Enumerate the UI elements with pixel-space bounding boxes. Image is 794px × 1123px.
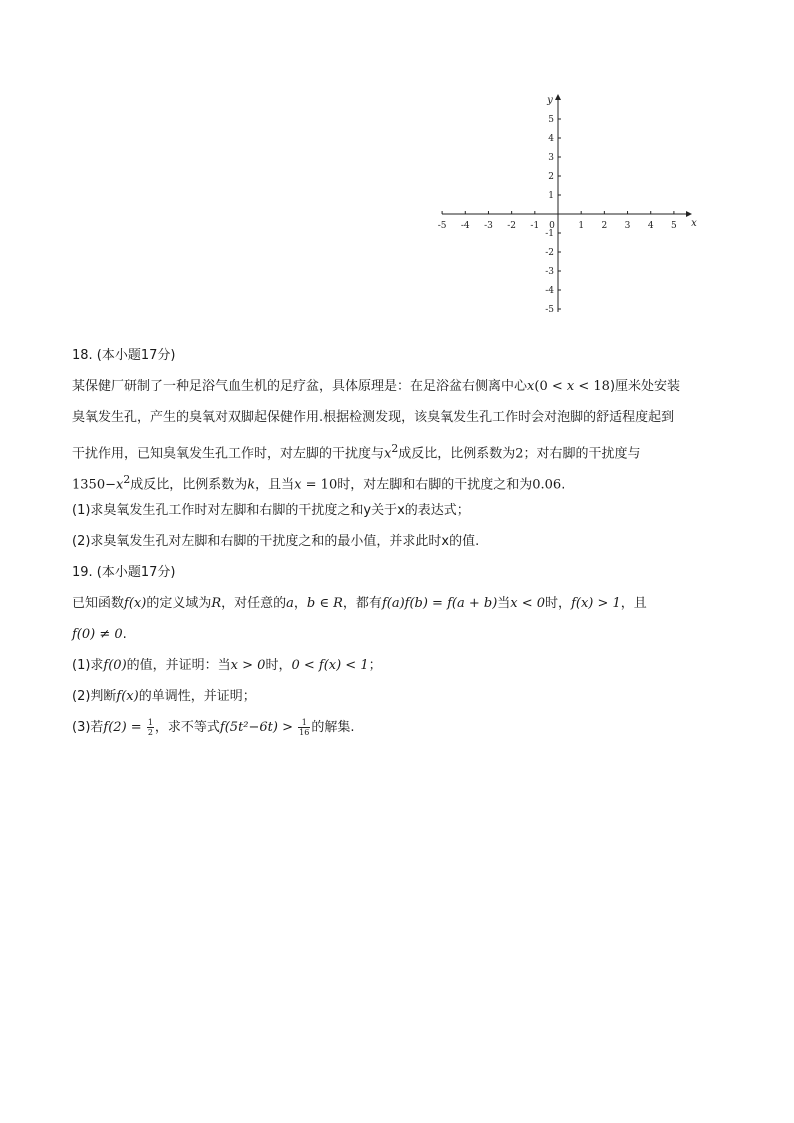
y-axis-label: y (547, 95, 553, 106)
q19-var-b-in-R: b ∈ R (306, 596, 343, 611)
x-tick-label: 5 (671, 221, 677, 231)
q19-f0-nonzero: f(0) ≠ 0 (72, 627, 123, 642)
coordinate-plane (436, 92, 700, 318)
q18-lt-1: < (547, 379, 567, 394)
q18-value-10: 10 (320, 477, 338, 493)
q18-equals: = (301, 477, 321, 493)
q19-fraction-one-sixteenth (298, 718, 310, 737)
fraction-denominator: 16 (299, 728, 310, 737)
x-axis-label: x (691, 218, 697, 229)
x-axis-arrow (686, 211, 692, 217)
y-tick-label: 1 (548, 191, 554, 201)
x-tick-label: 4 (647, 221, 654, 231)
origin-label: 0 (549, 221, 555, 231)
q18-line-4-x2: x (294, 477, 302, 493)
q19-sub-1-text-c: 时， (265, 658, 292, 673)
q18-line-4-text-a: 成反比，比例系数为 (130, 477, 248, 493)
q19-sub-3-text-b: ，求不等式 (154, 720, 220, 735)
q19-sub-1-cond: x > 0 (230, 658, 266, 673)
x-tick-label: 2 (601, 221, 608, 231)
q18-line-1-text: 某保健厂研制了一种足浴气血生机的足疗盆，具体原理是：在足浴盆右侧离中心 (72, 379, 528, 394)
q19-line-1 (72, 588, 732, 619)
q19-line-2-end: . (122, 627, 127, 642)
q19-sub-1-text-b: 的值，并证明：当 (126, 658, 231, 673)
q18-line-3 (72, 433, 732, 464)
y-tick-label: -3 (545, 267, 554, 277)
q19-line-1-text-h: ，且 (620, 596, 647, 611)
q19-sub-1-f0: f(0) (103, 658, 127, 673)
y-tick-label: 3 (548, 153, 554, 163)
q18-lower-bound: 0 (539, 379, 548, 394)
q19-sub-3-f2: f(2) = (103, 720, 146, 735)
q19-line-2 (72, 619, 732, 650)
q18-line-3-exp: 2 (391, 442, 399, 455)
q19-line-1-text-f: 当 (497, 596, 511, 611)
q19-fx: f(x) (124, 596, 147, 611)
q19-domain-R: R (211, 596, 222, 611)
y-tick-label: 5 (548, 115, 554, 125)
y-axis-arrow (555, 94, 561, 100)
fraction-numerator: 1 (147, 718, 153, 727)
x-tick-label: 1 (578, 221, 585, 231)
q19-sub-1-ineq: 0 < f(x) < 1 (291, 658, 369, 673)
q18-coeff-k: k (247, 477, 256, 493)
q19-inequality-gt1: f(x) > 1 (571, 596, 621, 611)
q18-line-4-text-c: 时，对左脚和右脚的干扰度之和为 (337, 477, 533, 493)
q18-line-3-text-a: 干扰作用，已知臭氧发生孔工作时，对左脚的干扰度与 (72, 446, 385, 462)
q18-paren-open: ( (534, 379, 540, 394)
q18-lt-2: < (574, 379, 594, 394)
q19-sub-2-text-b: 的单调性，并证明； (138, 689, 256, 704)
q19-line-1-text-a: 已知函数 (72, 596, 125, 611)
q18-var-x: x (527, 379, 535, 394)
q18-value-006: 0.06 (532, 477, 562, 493)
q19-line-1-text-b: 的定义域为 (146, 596, 212, 611)
q19-sub-3-text-c: 的解集. (311, 720, 355, 735)
q19-condition-x-neg: x < 0 (510, 596, 546, 611)
x-tick-label: -2 (507, 221, 517, 231)
x-tick-label: -4 (460, 221, 470, 231)
q18-line-4-x: x (116, 477, 124, 493)
q18-line-4-end: . (561, 477, 566, 493)
q18-coeff-2: 2 (515, 446, 524, 462)
q19-sub-3 (72, 712, 732, 743)
x-tick-label: -3 (484, 221, 493, 231)
q18-line-4-exp: 2 (123, 473, 131, 486)
q18-line-1 (72, 371, 732, 402)
q19-line-1-text-g: 时， (545, 596, 572, 611)
q18-minus: − (105, 477, 116, 493)
y-tick-label: -4 (545, 286, 554, 296)
y-tick-label: -5 (545, 305, 554, 315)
y-tick-label: 2 (548, 172, 554, 182)
q19-header: 19. (本小题17分) (72, 565, 176, 580)
q18-line-4-text-b: ，且当 (255, 477, 295, 493)
q18-range-x: x (566, 379, 575, 394)
q19-sub-2 (72, 681, 732, 712)
q18-line-2: 臭氧发生孔，产生的臭氧对双脚起保健作用.根据检测发现，该臭氧发生孔工作时会对泡脚的舒适程度起到 (72, 410, 675, 425)
q18-line-1-tail: )厘米处安装 (609, 379, 681, 394)
q19-line-1-text-c: ，对任意的 (221, 596, 287, 611)
x-tick-label: 3 (624, 221, 631, 231)
q18-sub-1: (1)求臭氧发生孔工作时对左脚和右脚的干扰度之和y关于x的表达式； (72, 503, 470, 518)
problem-content (72, 340, 732, 743)
fraction-denominator: 2 (147, 728, 153, 737)
q19-var-a: a (286, 596, 294, 611)
fraction-numerator: 1 (298, 718, 310, 728)
q18-line-4 (72, 464, 732, 495)
x-tick-label: -5 (437, 221, 447, 231)
q19-fraction-one-half (147, 718, 154, 737)
q19-sub-1 (72, 650, 732, 681)
q18-sub-2: (2)求臭氧发生孔对左脚和右脚的干扰度之和的最小值，并求此时x的值. (72, 534, 480, 549)
q19-sub-2-text-a: (2)判断 (72, 689, 117, 704)
q18-const-1350: 1350 (72, 477, 106, 493)
q18-line-3-x: x (384, 446, 392, 462)
q18-line-3-text-c: ；对右脚的干扰度与 (523, 446, 641, 462)
q19-line-1-text-e: ，都有 (342, 596, 382, 611)
y-tick-label: -2 (545, 248, 554, 258)
q19-sub-3-text-a: (3)若 (72, 720, 104, 735)
q19-functional-equation: f(a)f(b) = f(a + b) (381, 596, 498, 611)
q19-sub-1-text-a: (1)求 (72, 658, 104, 673)
q18-upper-bound: 18 (593, 379, 610, 394)
q19-sub-1-text-d: ； (368, 658, 382, 673)
y-tick-label: 4 (548, 134, 554, 144)
q18-line-3-text-b: 成反比，比例系数为 (398, 446, 516, 462)
y-tick-label: -1 (545, 229, 554, 239)
q19-sub-3-expr: f(5t²−6t) > (219, 720, 298, 735)
x-tick-label: -1 (530, 221, 540, 231)
q19-line-1-text-d: ， (293, 596, 307, 611)
coordinate-axes-graphic (436, 92, 700, 318)
q18-header: 18. (本小题17分) (72, 348, 176, 363)
q19-sub-2-fx: f(x) (116, 689, 139, 704)
